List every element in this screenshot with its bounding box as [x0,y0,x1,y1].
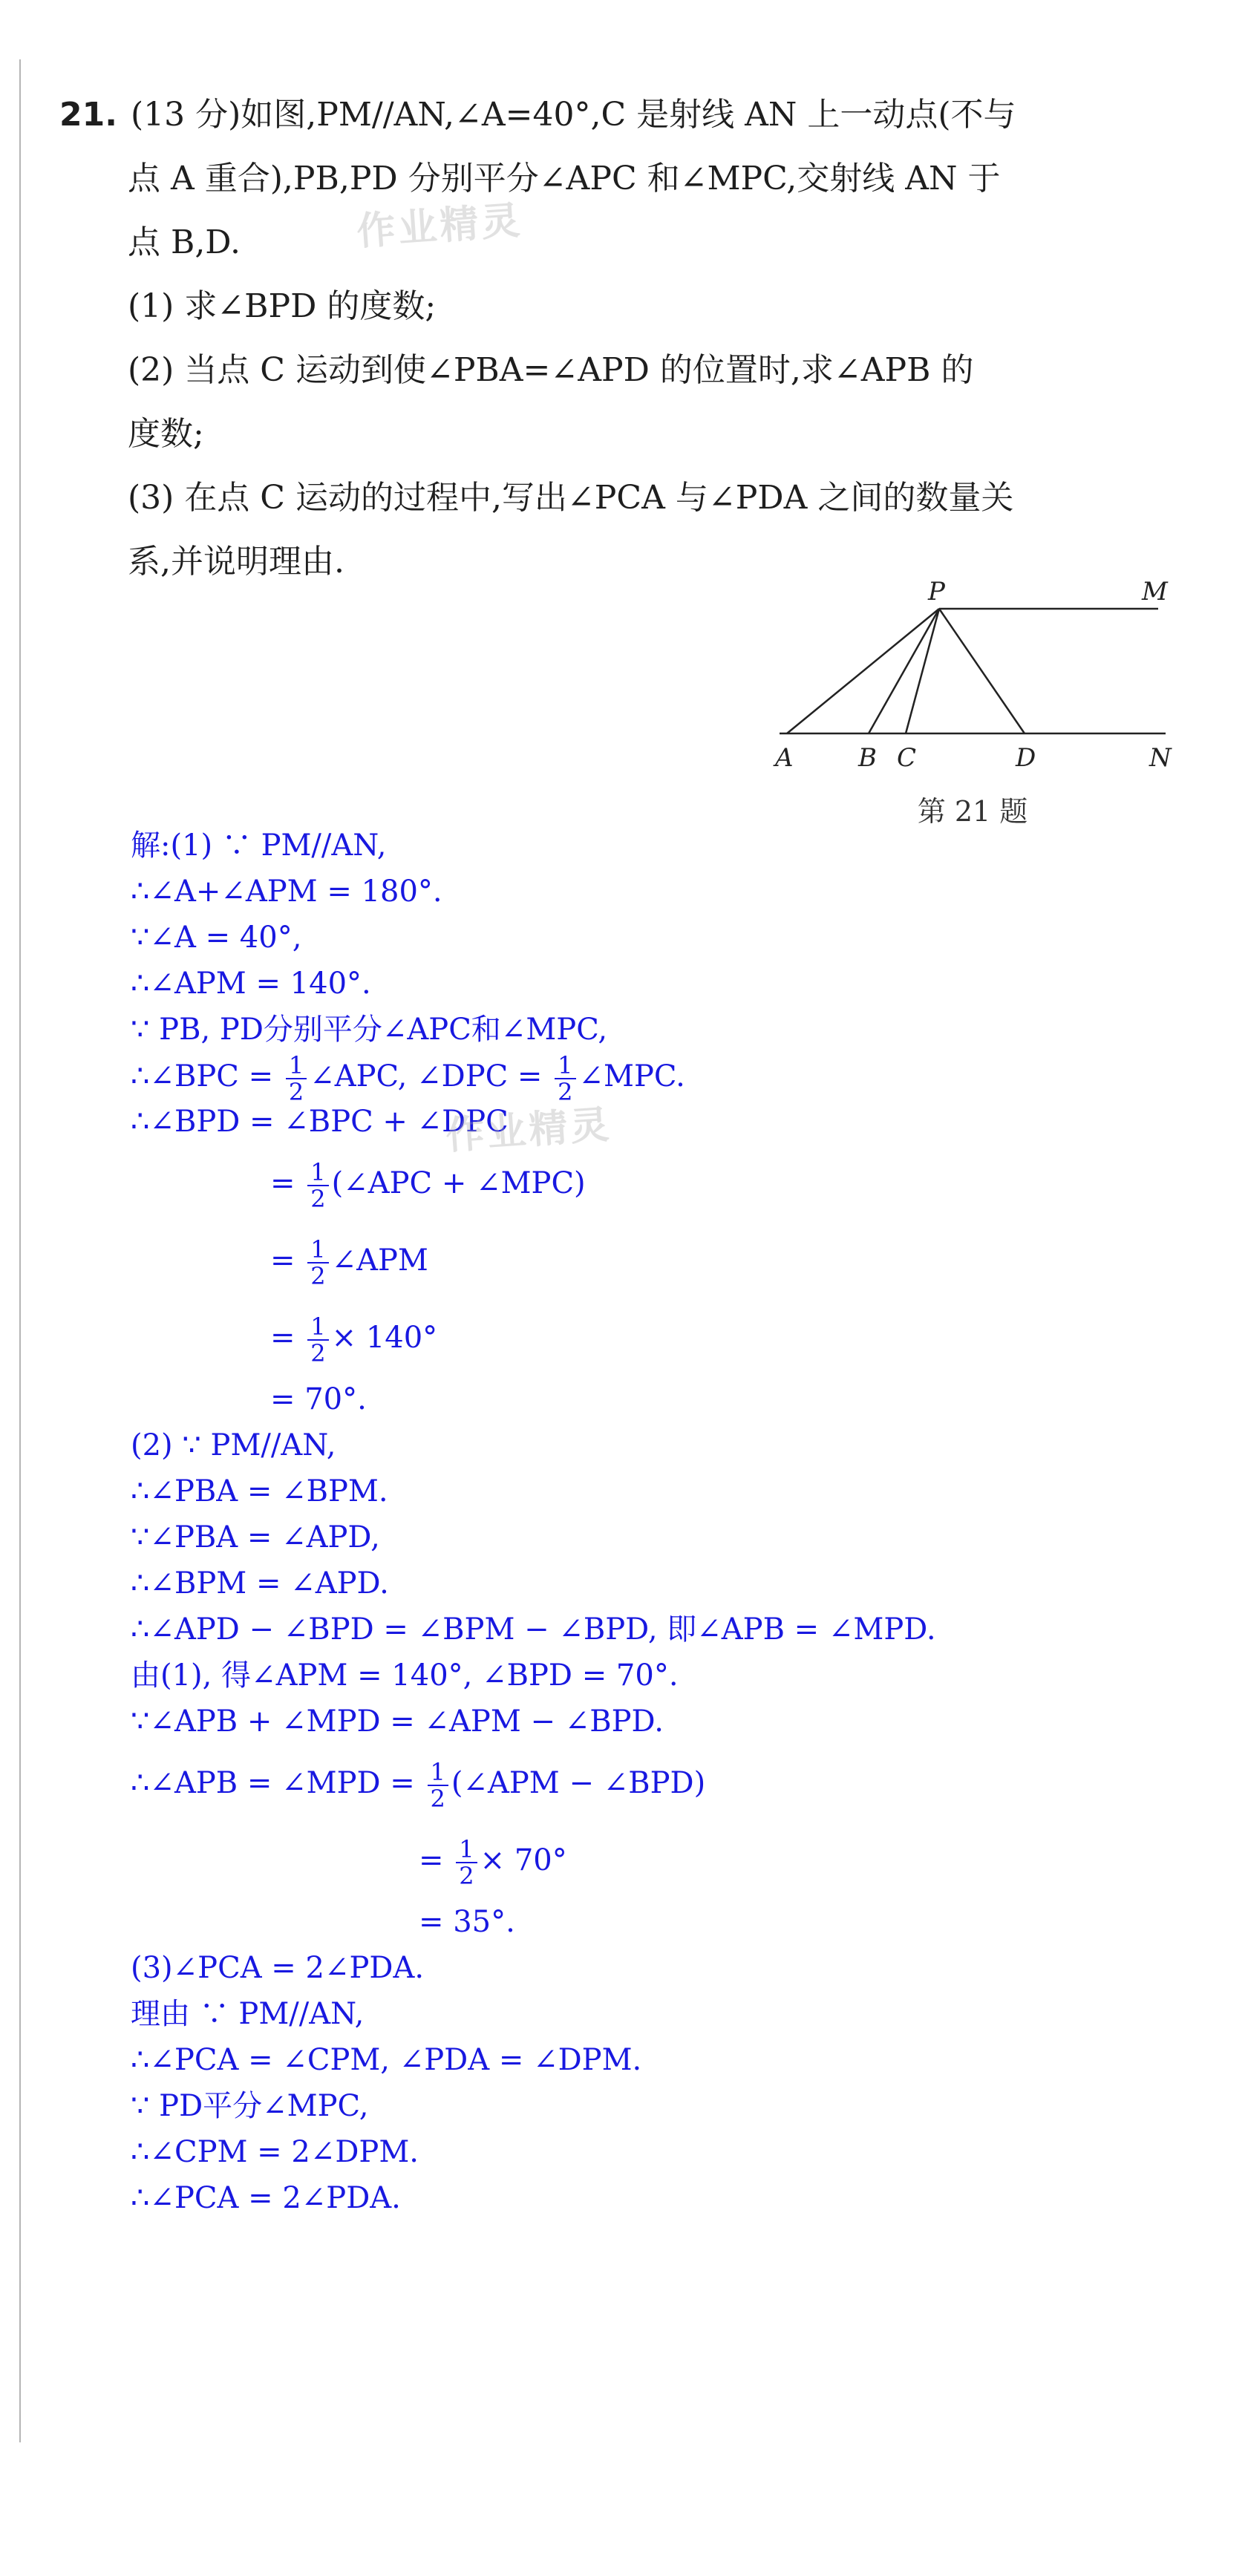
solution-line: (3)∠PCA = 2∠PDA. [131,1951,425,1985]
fraction-numerator: 1 [428,1759,448,1786]
fraction-half [307,1314,328,1366]
solution-text: ∠APM [331,1243,428,1278]
fraction-numerator: 1 [456,1837,477,1863]
solution-text: × 70° [480,1843,567,1877]
solution-line-fraction [131,1222,1155,1299]
segment-pb [869,609,939,733]
label-n: N [1149,743,1172,773]
fraction-half [286,1053,307,1105]
watermark-logo: 作业精灵 [444,1102,614,1159]
solution-line: ∵∠APB + ∠MPD = ∠APM − ∠BPD. [131,1704,664,1739]
solution-line: 解:(1) ∵ PM//AN, [131,828,387,863]
solution-line: 理由 ∵ PM//AN, [131,1997,365,2031]
fraction-denominator: 2 [459,1862,474,1890]
solution-line: ∴∠A+∠APM = 180°. [131,875,442,909]
solution-line-fraction [131,1299,1155,1376]
solution-text: ∴∠BPC = [131,1059,274,1094]
solution-line: ∴∠PCA = ∠CPM, ∠PDA = ∠DPM. [131,2043,642,2077]
solution-line-fraction [131,1822,1155,1899]
solution-line: = 70°. [270,1382,367,1416]
question-2-line-1: (2) 当点 C 运动到使∠PBA=∠APD 的位置时,求∠APB 的 [128,351,974,389]
solution-line-fraction [131,1051,1155,1106]
solution-line: ∵∠PBA = ∠APD, [131,1520,380,1555]
problem-line-2: 点 A 重合),PB,PD 分别平分∠APC 和∠MPC,交射线 AN 于 [128,160,1001,197]
segment-pc [906,609,939,733]
watermark-logo: 作业精灵 [355,198,525,255]
solution-line-fraction [131,1145,1155,1222]
label-c: C [897,743,917,773]
problem-statement [59,83,1158,594]
fraction-denominator: 2 [558,1078,573,1106]
fraction-denominator: 2 [310,1339,326,1367]
question-3-line-2: 系,并说明理由. [128,543,344,581]
fraction-numerator: 1 [307,1237,328,1264]
label-p: P [928,577,945,607]
figure-caption: 第 21 题 [917,795,1028,828]
fraction-numerator: 1 [307,1314,328,1341]
solution-text: ∠MPC. [578,1059,685,1094]
segment-pd [939,609,1025,733]
fraction-denominator: 2 [310,1262,326,1290]
solution-line: 由(1), 得∠APM = 140°, ∠BPD = 70°. [131,1658,679,1693]
label-d: D [1016,743,1036,773]
fraction-numerator: 1 [286,1053,307,1079]
fraction-numerator: 1 [555,1053,575,1079]
solution-line: ∴∠PBA = ∠BPM. [131,1474,388,1508]
solution-text: ∴∠APB = ∠MPD = [131,1766,415,1800]
fraction-half [307,1237,328,1289]
solution-text: (∠APM − ∠BPD) [451,1766,706,1800]
solution-line: ∴∠BPM = ∠APD. [131,1566,389,1601]
solution-text: (∠APC + ∠MPC) [331,1166,586,1200]
label-a: A [775,743,794,773]
solution-line: = 35°. [419,1905,515,1939]
solution-line: (2) ∵ PM//AN, [131,1428,336,1462]
question-1: (1) 求∠BPD 的度数; [128,287,437,325]
equals-sign: = [270,1321,295,1355]
fraction-half [307,1160,328,1212]
solution-line: ∴∠APD − ∠BPD = ∠BPM − ∠BPD, 即∠APB = ∠MPD. [131,1612,936,1647]
fraction-half [428,1759,448,1811]
figure-diagram [765,572,1180,794]
fraction-numerator: 1 [307,1160,328,1186]
problem-line-1: (13 分)如图,PM//AN,∠A=40°,C 是射线 AN 上一动点(不与 [130,96,1016,134]
label-b: B [858,743,877,773]
question-2-line-2: 度数; [128,415,204,453]
question-3-line-1: (3) 在点 C 运动的过程中,写出∠PCA 与∠PDA 之间的数量关 [128,479,1014,517]
problem-line-3: 点 B,D. [128,223,241,261]
solution-line: ∴∠PCA = 2∠PDA. [131,2181,401,2215]
equals-sign: = [270,1166,295,1200]
fraction-half [456,1837,477,1889]
label-m: M [1142,577,1168,607]
solution-text: ∠APC, ∠DPC = [310,1059,543,1094]
solution-line: ∵∠A = 40°, [131,921,302,955]
problem-number: 21. [59,96,117,134]
solution [131,823,1155,2221]
solution-line: ∵ PB, PD分别平分∠APC和∠MPC, [131,1013,608,1047]
solution-line-fraction [131,1745,1155,1822]
equals-sign: = [270,1243,295,1278]
solution-line: ∴∠APM = 140°. [131,967,371,1001]
geometry-figure [765,572,1180,828]
fraction-denominator: 2 [288,1078,304,1106]
solution-line: ∵ PD平分∠MPC, [131,2089,369,2123]
fraction-denominator: 2 [310,1185,326,1213]
fraction-denominator: 2 [430,1785,445,1813]
page-margin-line [19,59,21,2442]
solution-line: ∴∠CPM = 2∠DPM. [131,2135,419,2169]
solution-line: ∴∠BPD = ∠BPC + ∠DPC [131,1105,509,1139]
solution-text: × 140° [331,1321,438,1355]
equals-sign: = [419,1843,444,1877]
segment-pa [787,609,939,733]
